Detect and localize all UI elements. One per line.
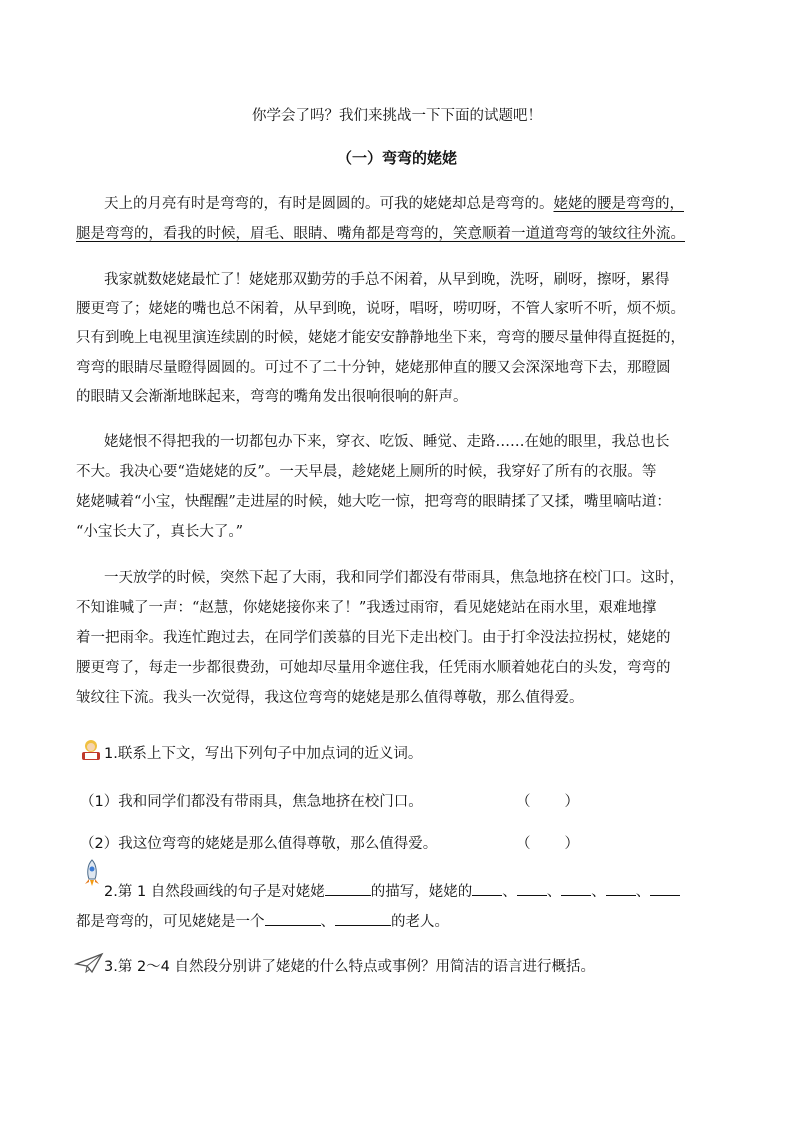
passage-line: 一天放学的时候，突然下起了大雨，我和同学们都没有带雨具，焦急地挤在校门口。这时， xyxy=(104,570,684,586)
section-title: （一）弯弯的姥姥 xyxy=(336,149,457,167)
underlined-sentence: 姥姥的腰是弯弯的， xyxy=(553,196,684,212)
answer-blank[interactable] xyxy=(335,913,391,926)
rocket-icon xyxy=(80,858,104,888)
question-3-title: 3.第 2～4 自然段分别讲了姥姥的什么特点或事例？用简洁的语言进行概括。 xyxy=(104,959,596,975)
passage-line: 腰更弯了，每走一步都很费劲，可她却尽量用伞遮住我，任凭雨水顺着她花白的头发，弯弯的 xyxy=(76,660,671,676)
answer-blank[interactable] xyxy=(561,883,591,896)
passage-line: 着一把雨伞。我连忙跑过去，在同学们羡慕的目光下走出校门。由于打伞没法拉拐杖，姥姥的 xyxy=(76,630,671,646)
passage-line: 不大。我决心要“造姥姥的反”。一天早晨，趁姥姥上厕所的时候，我穿好了所有的衣服。等 xyxy=(76,464,657,480)
question-1-2: （2）我这位弯弯的姥姥是那么值得尊敬，那么值得爱。 xyxy=(80,836,438,852)
passage-line: 不知谁喊了一声：“赵慧，你姥姥接你来了！”我透过雨帘，看见姥姥站在雨水里，艰难地撑 xyxy=(76,600,657,616)
underlined-sentence: 腿是弯弯的，看我的时候，眉毛、眼睛、嘴角都是弯弯的，笑意顺着一道道弯弯的皱纹往外流。 xyxy=(76,226,685,242)
student-reading-icon xyxy=(78,738,104,764)
passage-line: “小宝长大了，真长大了。” xyxy=(76,524,244,540)
answer-blank[interactable] xyxy=(606,883,636,896)
answer-blank[interactable] xyxy=(472,883,502,896)
answer-blank[interactable] xyxy=(517,883,547,896)
question-2-line-2: 都是弯弯的，可见姥姥是一个 、 的老人。 xyxy=(76,914,449,930)
answer-blank-1-2[interactable]: （ ） xyxy=(516,836,579,852)
answer-blank-1-1[interactable]: （ ） xyxy=(516,794,579,810)
answer-blank[interactable] xyxy=(325,883,371,896)
passage-line xyxy=(104,192,744,213)
question-1-1: （1）我和同学们都没有带雨具，焦急地挤在校门口。 xyxy=(80,794,423,810)
passage-text: 天上的月亮有时是弯弯的，有时是圆圆的。可我的姥姥却总是弯弯的。 xyxy=(104,196,554,212)
intro-heading: 你学会了吗？我们来挑战一下下面的试题吧！ xyxy=(252,108,542,124)
paper-plane-icon xyxy=(74,952,104,974)
passage-line: 只有到晚上电视里演连续剧的时候，姥姥才能安安静静地坐下来，弯弯的腰尽量伸得直挺挺的， xyxy=(76,330,685,346)
passage-line: 我家就数姥姥最忙了！姥姥那双勤劳的手总不闲着，从早到晚，洗呀，刷呀，擦呀，累得 xyxy=(104,272,670,288)
answer-blank[interactable] xyxy=(265,913,321,926)
passage-line: 的眼睛又会渐渐地眯起来，弯弯的嘴角发出很响很响的鼾声。 xyxy=(76,389,468,405)
passage-line: 皱纹往下流。我头一次觉得，我这位弯弯的姥姥是那么值得尊敬，那么值得爱。 xyxy=(76,690,584,706)
passage-line: 姥姥恨不得把我的一切都包办下来，穿衣、吃饭、睡觉、走路……在她的眼里，我总也长 xyxy=(104,434,670,450)
passage-line: 弯弯的眼睛尽量瞪得圆圆的。可过不了二十分钟，姥姥那伸直的腰又会深深地弯下去，那瞪圆 xyxy=(76,360,671,376)
answer-blank[interactable] xyxy=(650,883,680,896)
passage-line: 姥姥喊着“小宝，快醒醒”走进屋的时候，她大吃一惊，把弯弯的眼睛揉了又揉，嘴里嘀咕道： xyxy=(76,494,671,510)
passage-line: 腰更弯了；姥姥的嘴也总不闲着，从早到晚，说呀，唱呀，唠叨呀，不管人家听不听，烦不烦。 xyxy=(76,301,685,317)
question-2-line-1: 2.第 1 自然段画线的句子是对姥姥 的描写，姥姥的 、 、 、 、 xyxy=(104,880,744,901)
question-1-title: 1.联系上下文，写出下列句子中加点词的近义词。 xyxy=(104,746,423,762)
